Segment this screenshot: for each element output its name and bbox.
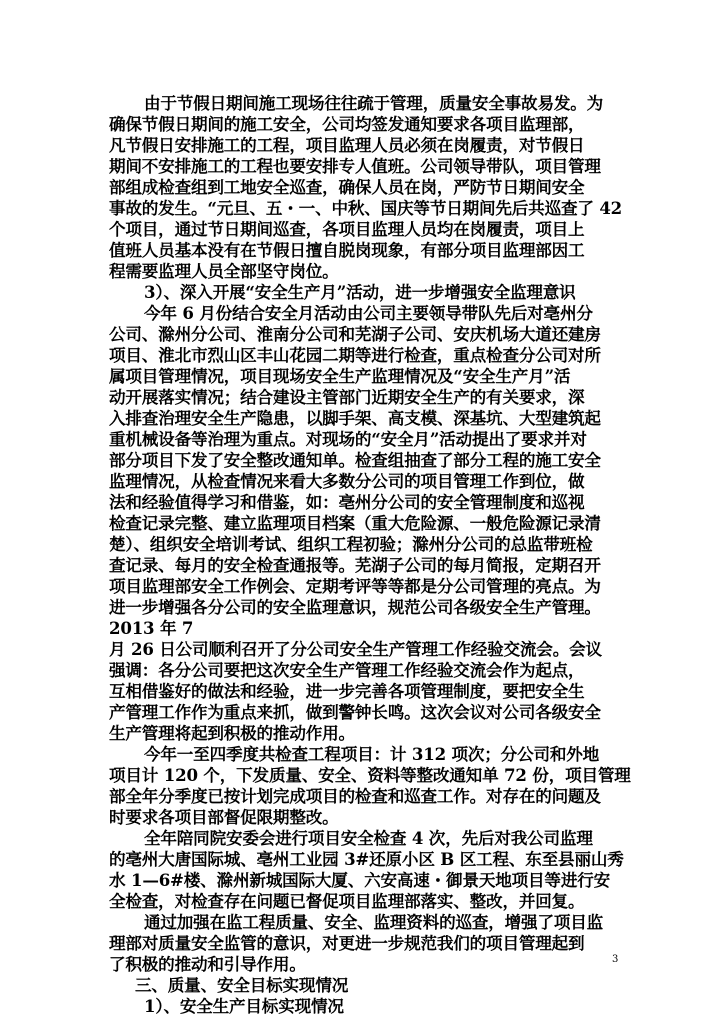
paragraph-line: 通过加强在监工程质量、安全、监理资料的巡查，增强了项目监 <box>144 912 604 932</box>
paragraph-line: 进一步增强各分公司的安全监理意识，规范公司各级安全生产管理。 <box>109 597 601 617</box>
paragraph-line: 监理情况，从检查情况来看大多数分公司的项目管理工作到位，做 <box>109 471 585 491</box>
document-body <box>109 93 631 1017</box>
paragraph-line: 个项目，通过节日期间巡查，各项目监理人员均在岗履责，项目上 <box>109 219 585 239</box>
paragraph-line: 强调：各分公司要把这次安全生产管理工作经验交流会作为起点， <box>109 660 585 680</box>
paragraph-line: 值班人员基本没有在节假日擅自脱岗现象，有部分项目监理部因工 <box>109 240 585 260</box>
paragraph-line: 部组成检查组到工地安全巡查，确保人员在岗，严防节日期间安全 <box>109 177 585 197</box>
paragraph-line: 楚）、组织安全培训考试、组织工程初验；滁州分公司的总监带班检 <box>109 534 593 554</box>
paragraph-line: 互相借鉴好的做法和经验，进一步完善各项管理制度，要把安全生 <box>109 681 585 701</box>
paragraph-line: 2013 年 7 <box>109 618 194 638</box>
paragraph-line: 入排查治理安全生产隐患，以脚手架、高支模、深基坑、大型建筑起 <box>109 408 601 428</box>
paragraph-line: 项目、淮北市烈山区丰山花园二期等进行检查，重点检查分公司对所 <box>109 345 601 365</box>
paragraph-line: 了积极的推动和引导作用。 <box>109 954 306 974</box>
paragraph-line: 部全年分季度已按计划完成项目的检查和巡查工作。对存在的问题及 <box>109 786 601 806</box>
subsection-heading: 1）、安全生产目标实现情况 <box>144 996 344 1016</box>
paragraph-line: 重机械设备等治理为重点。对现场的“安全月”活动提出了要求并对 <box>109 429 587 449</box>
paragraph-line: 公司、滁州分公司、淮南分公司和芜湖子公司、安庆机场大道还建房 <box>109 324 601 344</box>
paragraph-line: 期间不安排施工的工程也要安排专人值班。公司领导带队，项目管理 <box>109 156 601 176</box>
paragraph-line: 生产管理将起到积极的推动作用。 <box>109 723 355 743</box>
paragraph-line: 凡节假日安排施工的工程，项目监理人员必须在岗履责，对节假日 <box>109 135 585 155</box>
paragraph-line: 法和经验值得学习和借鉴，如：亳州分公司的安全管理制度和巡视 <box>109 492 585 512</box>
paragraph-line: 部分项目下发了安全整改通知单。检查组抽查了部分工程的施工安全 <box>109 450 601 470</box>
paragraph-line: 水 1—6#楼、滁州新城国际大厦、六安高速・御景天地项目等进行安 <box>109 870 610 890</box>
paragraph-line: 的亳州大唐国际城、亳州工业园 3#还原小区 B 区工程、东至县丽山秀 <box>109 849 624 869</box>
paragraph-line: 程需要监理人员全部坚守岗位。 <box>109 261 339 281</box>
paragraph-line: 动开展落实情况；结合建设主管部门近期安全生产的有关要求，深 <box>109 387 585 407</box>
page-number: 3 <box>612 954 619 965</box>
paragraph-line: 属项目管理情况，项目现场安全生产监理情况及“安全生产月”活 <box>109 366 571 386</box>
paragraph-line: 项目监理部安全工作例会、定期考评等等都是分公司管理的亮点。为 <box>109 576 601 596</box>
paragraph-line: 产管理工作作为重点来抓，做到警钟长鸣。这次会议对公司各级安全 <box>109 702 601 722</box>
paragraph-line: 查记录、每月的安全检查通报等。芜湖子公司的每月简报，定期召开 <box>109 555 601 575</box>
paragraph-line: 检查记录完整、建立监理项目档案（重大危险源、一般危险源记录清 <box>109 513 601 533</box>
section-heading: 3）、深入开展“安全生产月”活动，进一步增强安全监理意识 <box>144 282 576 302</box>
paragraph-line: 全检查，对检查存在问题已督促项目监理部落实、整改，并回复。 <box>109 891 585 911</box>
paragraph-line: 由于节假日期间施工现场往往疏于管理，质量安全事故易发。为 <box>144 93 604 113</box>
section-heading: 三、质量、安全目标实现情况 <box>135 975 349 995</box>
paragraph-line: 今年一至四季度共检查工程项目：计 312 项次；分公司和外地 <box>144 744 600 764</box>
paragraph-line: 事故的发生。“元旦、五・一、中秋、国庆等节日期间先后共巡查了 42 <box>109 198 623 218</box>
paragraph-line: 理部对质量安全监管的意识，对更进一步规范我们的项目管理起到 <box>109 933 585 953</box>
paragraph-line: 确保节假日期间的施工安全，公司均签发通知要求各项目监理部， <box>109 114 585 134</box>
paragraph-line: 时要求各项目部督促限期整改。 <box>109 807 339 827</box>
paragraph-line: 月 26 日公司顺利召开了分公司安全生产管理工作经验交流会。会议 <box>109 639 602 659</box>
paragraph-line: 项目计 120 个，下发质量、安全、资料等整改通知单 72 份，项目管理 <box>109 765 631 785</box>
paragraph-line: 全年陪同院安委会进行项目安全检查 4 次，先后对我公司监理 <box>144 828 593 848</box>
paragraph-line: 今年 6 月份结合安全月活动由公司主要领导带队先后对亳州分 <box>144 303 593 323</box>
